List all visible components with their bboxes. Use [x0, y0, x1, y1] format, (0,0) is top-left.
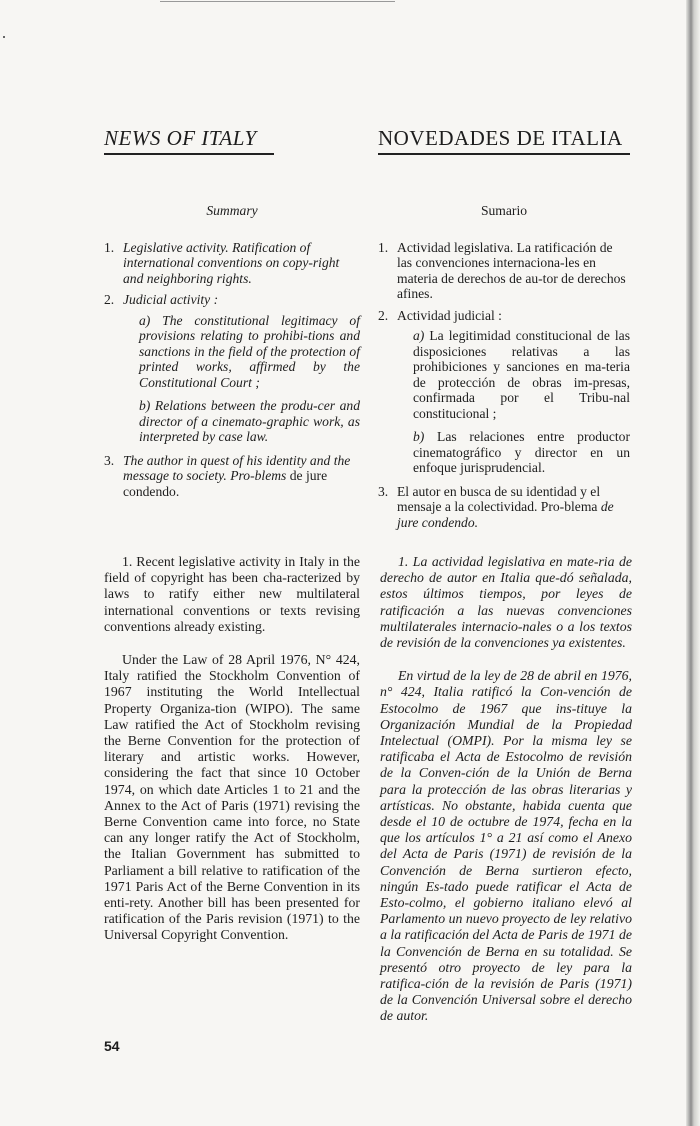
summary-item-text-plain: de jure condendo.	[123, 468, 328, 499]
body-paragraph: 1. Recent legislative activity in Italy in the field of copyright has been cha-racterized by laws to ratify either new multilateral international conventions or texts revising conventions already existing.	[104, 554, 360, 634]
subitem-text: La legitimidad constitucional de las disposiciones relativas a las prohibiciones y sanciones en ma-teria de protección de obras im-presas, confirmada por el Tribu-nal constitucional ;	[413, 328, 630, 421]
summary-subitem-a	[413, 328, 630, 421]
summary-item	[378, 484, 630, 531]
summary-item-number: 1.	[378, 239, 389, 255]
body-paragraph: Under the Law of 28 April 1976, N° 424, Italy ratified the Stockholm Convention of 1967 instituting the World Intellectual Property Organiza-tion (WIPO). The same Law ratified the Act of Stockholm revising the Berne Convention for the protection of literary and artistic works. However, considering the fact that since 10 October 1974, on which date Articles 1 to 21 and the Annex to the Act of Paris (1971) revising the Berne Convention came into force, no State can any longer ratify the Act of Stockholm, the Italian Government has submitted to Parliament a bill relative to ratification of the 1971 Paris Act of the Berne Convention in its enti-rety. Another bill has been presented for ratification of the Paris revision (1971) to the Universal Copyright Convention.	[104, 652, 360, 943]
subitem-label: b)	[413, 429, 425, 444]
summary-item-text: The author in quest of his identity and the message to society. Pro-blems	[123, 452, 351, 483]
right-body-text	[380, 554, 632, 1042]
summary-item-number: 1.	[104, 239, 115, 255]
summary-item	[378, 240, 630, 302]
summary-list	[104, 240, 360, 500]
summary-item-number: 3.	[378, 483, 389, 499]
summary-title: Summary	[206, 203, 258, 218]
summary-item-number: 2.	[104, 292, 115, 307]
summary-item	[104, 240, 360, 287]
right-summary	[378, 203, 630, 536]
summary-item-text: Actividad judicial :	[397, 307, 502, 323]
left-summary	[104, 203, 360, 505]
subitem-label: a)	[413, 328, 425, 343]
left-column-header: NEWS OF ITALY	[104, 126, 274, 155]
summary-list	[378, 240, 630, 531]
summary-subitems	[123, 313, 360, 445]
summary-item-number: 3.	[104, 452, 115, 468]
body-paragraph: En virtud de la ley de 28 de abril en 1976, n° 424, Italia ratificó la Con-vención de Estocolmo de 1967 que ins-tituye la Organización Mundial de la Propiedad Intelectual (OMPI). Por la misma ley se ratificaba el Acta de Estocolmo de revisión de la Conven-ción de la Unión de Berna para la protección de las obras literarias y artísticas. No obstante, habida cuenta que desde el 10 de octubre de 1974, fecha en la que los artículos 1° a 21 así como el Anexo del Acta de Paris (1971) de revisión de la Convención de Berna surtieron efecto, ningún Es-tado puede ratificar el Acta de Esto-colmo, el gobierno italiano elevó al Parlamento un nuevo proyecto de ley relativo a la ratificación del Acta de Paris de 1971 de la Convención de Berna en su totalidad. Se presentó otro proyecto de ley para la ratifica-ción de la revisión de Paris (1971) de la Convención Universal sobre el derecho de autor.	[380, 668, 632, 1024]
summary-item-text: El autor en busca de su identidad y el mensaje a la colectividad. Pro-blema	[397, 483, 601, 514]
summary-item	[104, 453, 360, 500]
scan-speck	[3, 36, 5, 38]
left-body-text	[104, 554, 360, 961]
summary-item	[104, 292, 360, 445]
page-binding-edge	[686, 0, 700, 1126]
summary-item-number: 2.	[378, 307, 389, 323]
right-column-header: NOVEDADES DE ITALIA	[378, 126, 630, 155]
summary-item	[378, 308, 630, 476]
summary-subitem-a: a) The constitutional legitimacy of provisions relating to prohibi-tions and sanctions in the field of the protection of printed works, affirmed by the Constitutional Court ;	[139, 312, 360, 390]
summary-subitems	[397, 328, 630, 476]
subitem-text: Las relaciones entre productor cinematográfico y director en un enfoque jurisprudencial.	[413, 429, 630, 475]
summary-subitem-b: b) Relations between the produ-cer and director of a cinemato-graphic work, as interpreted by case law.	[139, 398, 360, 444]
top-edge-rule	[160, 1, 395, 2]
summary-item-text: Actividad legislativa. La ratificación de las convenciones internaciona-les en materia de derechos de au-tor de derechos afines.	[397, 239, 626, 301]
page-number: 54	[104, 1038, 120, 1054]
summary-title: Sumario	[480, 203, 528, 218]
body-paragraph: 1. La actividad legislativa en mate-ria de derecho de autor en Italia que-dó señalada, estos últimos tiempos, por leyes de ratificación a las nuevas convenciones multilaterales internacio-nales o a los textos de revisión de la convenciones ya existentes.	[380, 554, 632, 651]
summary-item-text: Judicial activity :	[123, 292, 219, 307]
summary-subitem-b	[413, 429, 630, 476]
summary-item-text: Legislative activity. Ratification of international conventions on copy-right and neighboring rights.	[123, 239, 340, 286]
summary-item-text-italic: de jure condendo.	[397, 499, 614, 530]
